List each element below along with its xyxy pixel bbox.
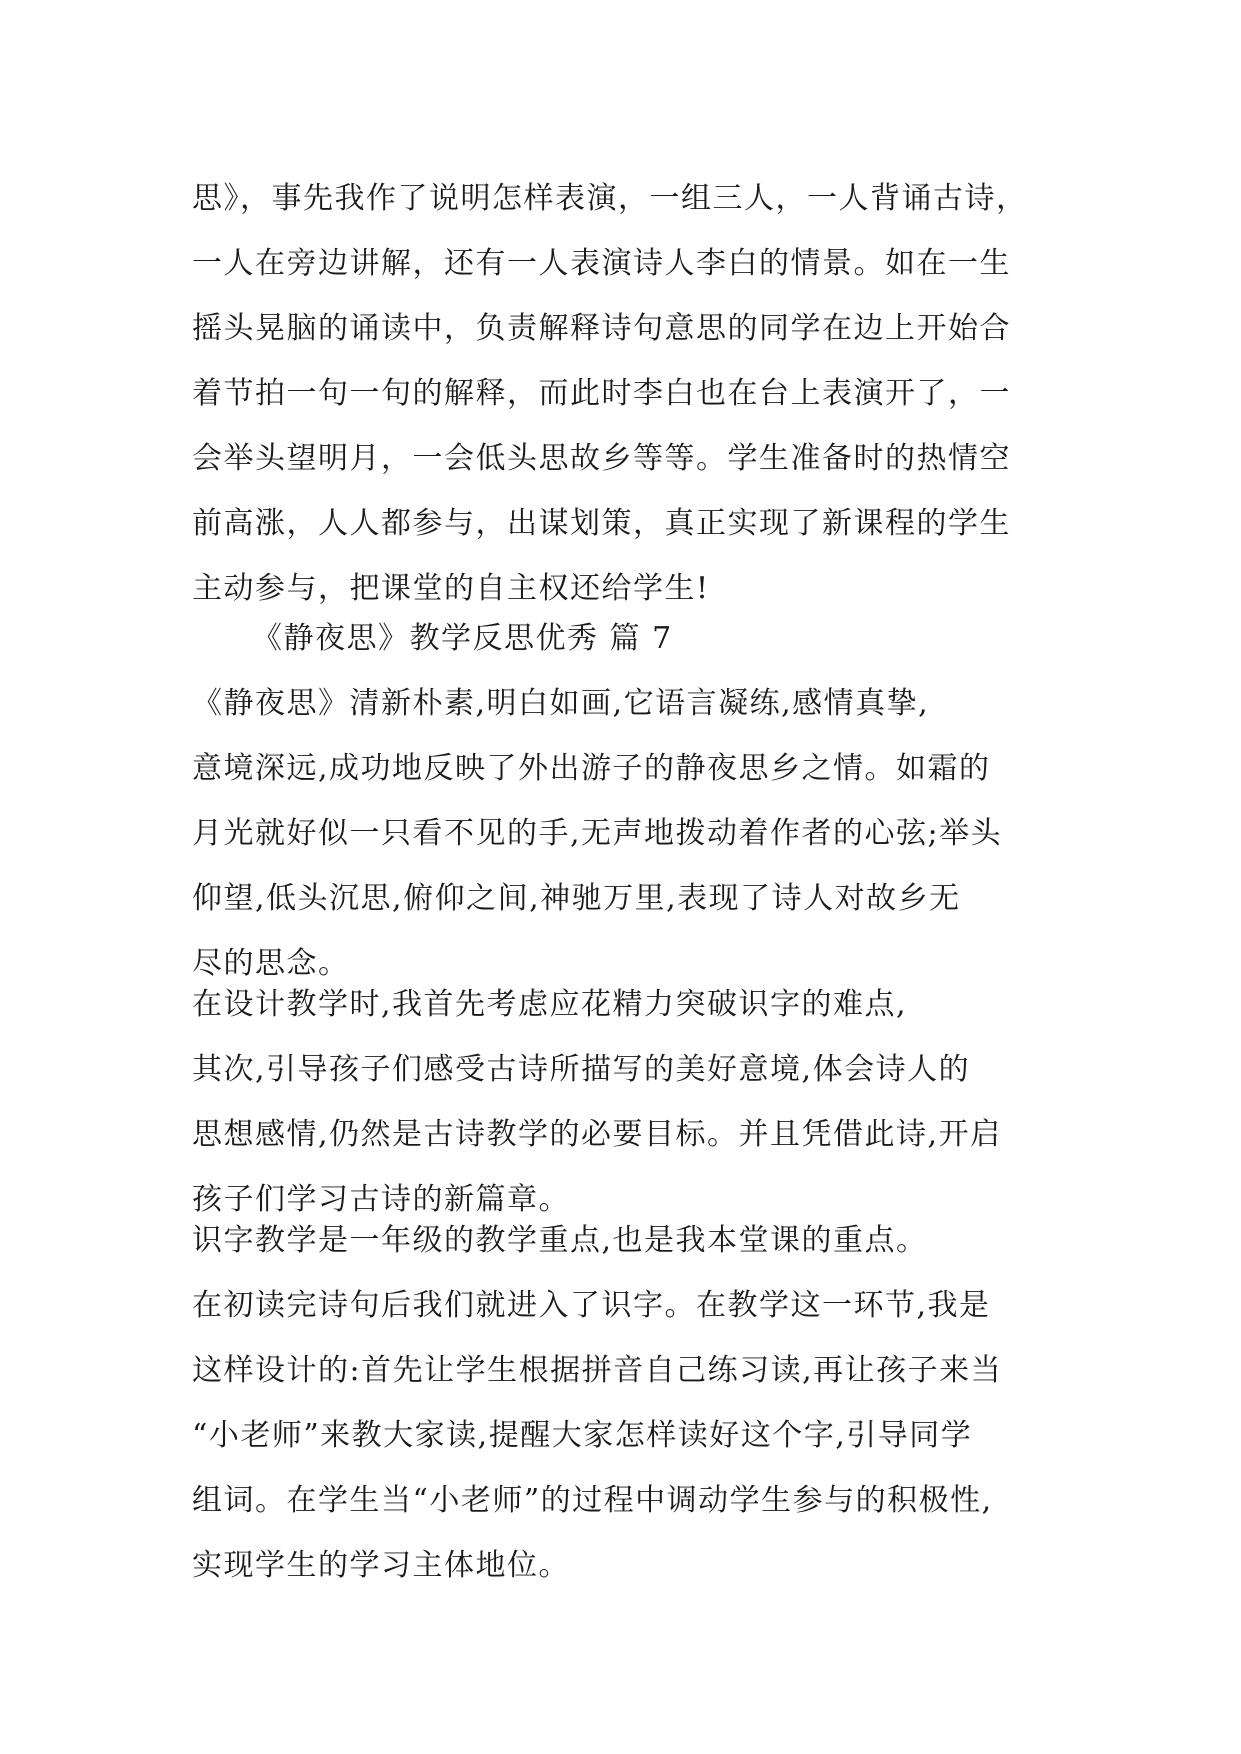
section-heading: [192, 606, 1072, 671]
text-line: 这样设计的:首先让学生根据拼音自己练习读,再让孩子来当: [192, 1353, 1003, 1388]
text-line: 主动参与，把课堂的自主权还给学生!: [192, 571, 710, 606]
text-line: 着节拍一句一句的解释，而此时李白也在台上表演开了，一: [192, 376, 1011, 411]
text-line: 识字教学是一年级的教学重点,也是我本堂课的重点。: [192, 1223, 928, 1258]
text-line: 仰望,低头沉思,俯仰之间,神驰万里,表现了诗人对故乡无: [192, 881, 961, 916]
text-line: 意境深远,成功地反映了外出游子的静夜思乡之情。如霜的: [192, 751, 991, 786]
text-line: “小老师”来教大家读,提醒大家怎样读好这个字,引导同学: [192, 1418, 973, 1453]
paragraph-1: [192, 671, 1072, 996]
text-line: 在初读完诗句后我们就进入了识字。在教学这一环节,我是: [192, 1288, 991, 1323]
text-line: 前高涨，人人都参与，出谋划策，真正实现了新课程的学生: [192, 506, 1011, 541]
text-line: 一人在旁边讲解，还有一人表演诗人李白的情景。如在一生: [192, 246, 1011, 281]
text-line: 孩子们学习古诗的新篇章。: [192, 1182, 570, 1217]
paragraph-2: [192, 972, 1072, 1232]
continuation-paragraph: [192, 166, 1072, 621]
text-line: 摇头晃脑的诵读中，负责解释诗句意思的同学在边上开始合: [192, 311, 1011, 346]
paragraph-3: [192, 1208, 1072, 1598]
text-line: 实现学生的学习主体地位。: [192, 1548, 570, 1583]
text-line: 在设计教学时,我首先考虑应花精力突破识字的难点,: [192, 987, 908, 1022]
text-line: 其次,引导孩子们感受古诗所描写的美好意境,体会诗人的: [192, 1052, 971, 1087]
text-line: 月光就好似一只看不见的手,无声地拨动着作者的心弦;举头: [192, 816, 1003, 851]
text-line: 思想感情,仍然是古诗教学的必要目标。并且凭借此诗,开启: [192, 1117, 1002, 1152]
section-heading-text: 《静夜思》教学反思优秀 篇 7: [252, 621, 673, 656]
text-line: 尽的思念。: [192, 946, 350, 981]
text-line: 组词。在学生当“小老师”的过程中调动学生参与的积极性,: [192, 1483, 993, 1518]
text-line: 思》，事先我作了说明怎样表演，一组三人，一人背诵古诗，: [192, 181, 1028, 216]
text-line: 会举头望明月，一会低头思故乡等等。学生准备时的热情空: [192, 441, 1011, 476]
text-line: 《静夜思》清新朴素,明白如画,它语言凝练,感情真挚,: [192, 686, 930, 721]
